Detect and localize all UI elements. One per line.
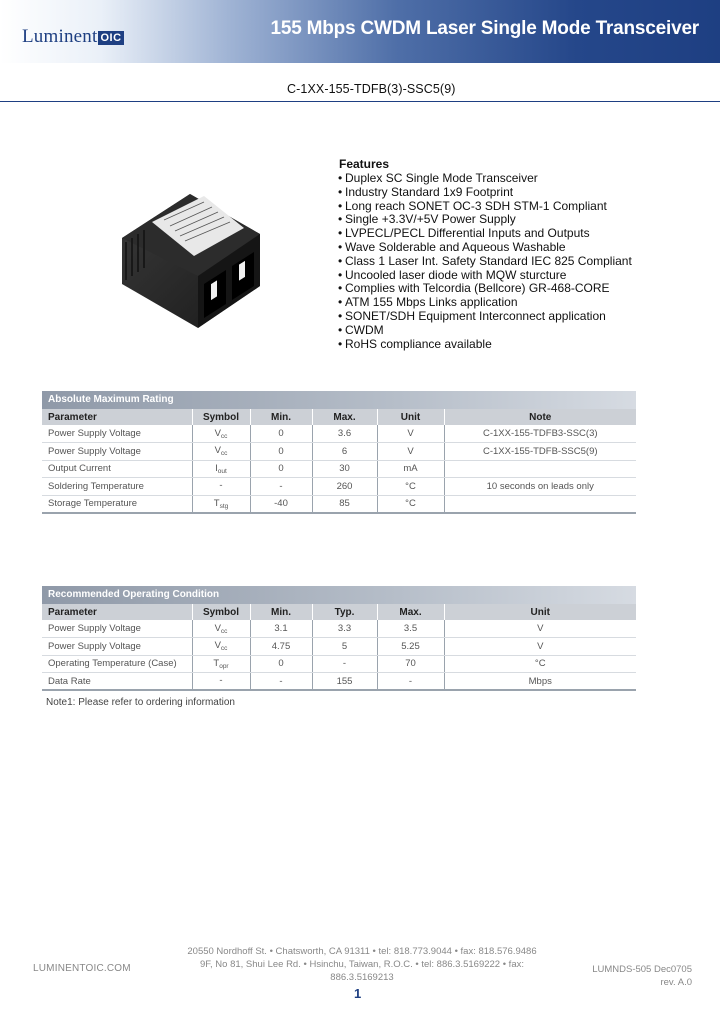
col-header: Typ. [312,604,377,620]
feature-item: • Single +3.3V/+5V Power Supply [339,213,669,227]
recommended-operating-table [42,586,636,691]
feature-item: • Class 1 Laser Int. Safety Standard IEC 825 Compliant [339,255,669,269]
symbol-cell [192,655,250,673]
symbol-subscript: cc [220,450,228,458]
col-header: Symbol [192,604,250,620]
max-cell: 85 [312,495,377,513]
logo-box: OIC [100,32,122,44]
typ-cell: - [312,655,377,673]
feature-item: • LVPECL/PECL Differential Inputs and Outputs [339,227,669,241]
table-row [42,638,636,656]
note-cell: 10 seconds on leads only [444,478,636,496]
note-cell: C-1XX-155-TDFB-SSC5(9) [444,443,636,461]
symbol-subscript: stg [219,502,229,510]
document-title: 155 Mbps CWDM Laser Single Mode Transceiver [270,18,699,39]
symbol-subscript: cc [220,645,228,653]
min-cell: 4.75 [250,638,312,656]
min-cell: 3.1 [250,620,312,638]
max-cell: 30 [312,460,377,478]
symbol-cell [192,443,250,461]
table-row [42,620,636,638]
unit-cell: °C [377,495,444,513]
part-number: C-1XX-155-TDFB(3)-SSC5(9) [287,82,456,96]
param-cell: Operating Temperature (Case) [42,655,192,673]
symbol-cell [192,425,250,443]
footer-doc-code [592,963,692,989]
unit-cell: °C [377,478,444,496]
col-header: Parameter [42,604,192,620]
symbol-cell [192,620,250,638]
note-cell [444,460,636,478]
param-cell: Data Rate [42,673,192,691]
unit-cell: V [377,425,444,443]
table-row [42,478,636,496]
symbol-cell [192,478,250,496]
param-cell: Power Supply Voltage [42,620,192,638]
table-row [42,495,636,513]
transceiver-image [112,176,262,341]
company-logo [22,22,124,48]
features-list [339,172,669,351]
symbol-text: I [215,462,218,474]
col-header: Unit [444,604,636,620]
min-cell: - [250,673,312,691]
table-row [42,425,636,443]
typ-cell: 155 [312,673,377,691]
param-cell: Storage Temperature [42,495,192,513]
table-title: Recommended Operating Condition [42,586,636,604]
note-cell [444,495,636,513]
header-banner [0,0,720,82]
max-cell: 260 [312,478,377,496]
col-header: Unit [377,409,444,425]
feature-item: • Duplex SC Single Mode Transceiver [339,172,669,186]
symbol-subscript: out [217,467,227,475]
max-cell: - [377,673,444,691]
features-title: Features [339,157,390,171]
symbol-subscript: opr [219,662,229,670]
min-cell: -40 [250,495,312,513]
col-header: Note [444,409,636,425]
symbol-text: T [213,657,220,669]
table-row [42,655,636,673]
col-header: Max. [377,604,444,620]
address-taiwan: 9F, No 81, Shui Lee Rd. • Hsinchu, Taiwan, R.O.C. • tel: 886.3.5169222 • fax: 886.3.5169213 [199,959,524,983]
feature-item: • SONET/SDH Equipment Interconnect application [339,310,669,324]
symbol-subscript: cc [220,627,228,635]
param-cell: Power Supply Voltage [42,638,192,656]
absolute-max-rating-table [42,391,636,514]
address-us: 20550 Nordhoff St. • Chatsworth, CA 91311 • tel: 818.773.9044 • fax: 818.576.9486 [187,946,537,957]
unit-cell: V [444,620,636,638]
symbol-subscript: cc [220,432,228,440]
unit-cell: Mbps [444,673,636,691]
feature-item: • Uncooled laser diode with MQW sturcture [339,269,669,283]
symbol-text: - [219,675,223,686]
feature-item: • CWDM [339,324,669,338]
max-cell: 6 [312,443,377,461]
note-cell: C-1XX-155-TDFB3-SSC(3) [444,425,636,443]
rec-op-grid [42,604,636,691]
max-cell: 5.25 [377,638,444,656]
symbol-text: - [219,480,223,492]
feature-item: • ATM 155 Mbps Links application [339,296,669,310]
feature-item: • Industry Standard 1x9 Footprint [339,186,669,200]
divider [0,101,720,102]
col-header: Min. [250,604,312,620]
page-number: 1 [354,986,362,1001]
unit-cell: V [444,638,636,656]
unit-cell: V [377,443,444,461]
features-section [339,156,669,351]
feature-item: • Long reach SONET OC-3 SDH STM-1 Compliant [339,200,669,214]
min-cell: - [250,478,312,496]
feature-item: • Complies with Telcordia (Bellcore) GR-468-CORE [339,282,669,296]
table-row [42,460,636,478]
unit-cell: °C [444,655,636,673]
revision: rev. A.0 [660,977,692,988]
symbol-text: V [214,640,221,652]
symbol-cell [192,638,250,656]
footer-address [172,945,552,984]
col-header: Parameter [42,409,192,425]
col-header: Max. [312,409,377,425]
table-row [42,443,636,461]
ordering-note: Note1: Please refer to ordering information [46,697,235,708]
typ-cell: 5 [312,638,377,656]
unit-cell: mA [377,460,444,478]
logo-wordmark: Luminent [22,26,98,47]
footer-website-link[interactable]: LUMINENTOIC.COM [33,963,131,974]
param-cell: Soldering Temperature [42,478,192,496]
symbol-cell [192,673,250,691]
symbol-text: V [214,622,221,634]
min-cell: 0 [250,655,312,673]
max-cell: 3.6 [312,425,377,443]
table-title: Absolute Maximum Rating [42,391,636,409]
col-header: Symbol [192,409,250,425]
symbol-text: T [213,497,220,509]
symbol-text: V [214,445,221,457]
min-cell: 0 [250,443,312,461]
feature-item: • Wave Solderable and Aqueous Washable [339,241,669,255]
feature-item: • RoHS compliance available [339,338,669,352]
symbol-cell [192,460,250,478]
symbol-cell [192,495,250,513]
part-number-row [0,80,720,102]
abs-max-grid [42,409,636,514]
symbol-text: V [214,427,221,439]
param-cell: Power Supply Voltage [42,425,192,443]
typ-cell: 3.3 [312,620,377,638]
max-cell: 70 [377,655,444,673]
col-header: Min. [250,409,312,425]
param-cell: Power Supply Voltage [42,443,192,461]
min-cell: 0 [250,425,312,443]
doc-number: LUMNDS-505 Dec0705 [592,964,692,975]
table-row [42,673,636,691]
max-cell: 3.5 [377,620,444,638]
min-cell: 0 [250,460,312,478]
param-cell: Output Current [42,460,192,478]
